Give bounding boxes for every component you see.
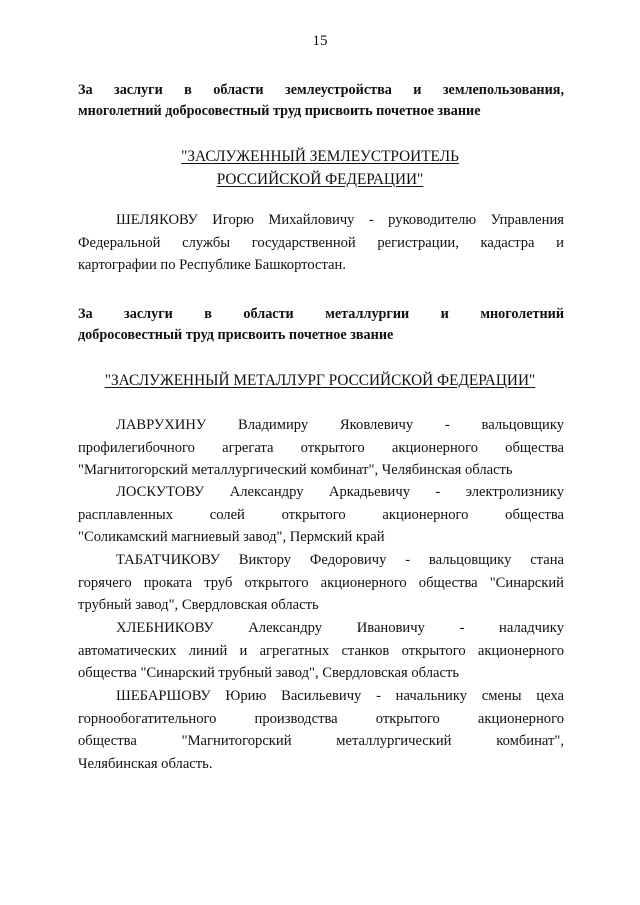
entry-line: Федеральной службы государственной регистрации, кадастра и [78,234,564,251]
title-line: "ЗАСЛУЖЕННЫЙ ЗЕМЛЕУСТРОИТЕЛЬ [181,148,459,165]
nominee-entry [78,481,564,549]
entry-line: горячего проката труб открытого акционерного общества "Синарский [78,574,564,591]
nominee-entry [78,549,564,617]
entry-line: ТАБАТЧИКОВУ Виктору Федоровичу - вальцовщику стана [116,552,564,568]
entry-line: горнообогатительного производства открытого акционерного [78,710,564,727]
title-line: "ЗАСЛУЖЕННЫЙ МЕТАЛЛУРГ РОССИЙСКОЙ ФЕДЕРАЦИИ" [104,372,536,389]
entry-line: трубный завод", Свердловская область [78,597,319,613]
title-line: РОССИЙСКОЙ ФЕДЕРАЦИИ" [216,171,424,188]
page-number: 15 [312,33,328,49]
entry-line: "Соликамский магниевый завод", Пермский край [78,529,385,545]
entry-line: автоматических линий и агрегатных станков открытого акционерного [78,642,564,659]
heading-line: За заслуги в области землеустройства и землепользования, [78,82,564,98]
nominee-entry [78,209,564,277]
entry-line: ШЕБАРШОВУ Юрию Васильевичу - начальнику смены цеха [116,688,564,704]
nominee-entry [78,685,564,775]
award-heading-land [78,80,564,122]
entry-line: общества "Синарский трубный завод", Свердловская область [78,665,459,681]
award-title-metallurgy [60,369,580,392]
entry-line: "Магнитогорский металлургический комбинат", Челябинская область [78,462,513,478]
heading-line: многолетний добросовестный труд присвоить почетное звание [78,103,481,119]
entry-line: ШЕЛЯКОВУ Игорю Михайловичу - руководителю Управления [116,212,564,228]
nominee-entry [78,617,564,685]
entry-line: ЛАВРУХИНУ Владимиру Яковлевичу - вальцовщику [116,417,564,433]
entry-line: ХЛЕБНИКОВУ Александру Ивановичу - наладчику [116,620,564,636]
award-title-land [60,145,580,191]
nominee-entry [78,414,564,482]
entry-line: общества "Магнитогорский металлургический комбинат", [78,733,564,749]
entry-line: картографии по Республике Башкортостан. [78,257,346,273]
entry-line: ЛОСКУТОВУ Александру Аркадьевичу - электролизнику [116,484,564,500]
heading-line: За заслуги в области металлургии и многолетний [78,306,564,322]
entry-line: профилегибочного агрегата открытого акционерного общества [78,439,564,456]
entry-line: Челябинская область. [78,755,213,772]
award-heading-metallurgy [78,304,564,346]
entry-line: расплавленных солей открытого акционерного общества [78,506,564,523]
heading-line: добросовестный труд присвоить почетное звание [78,327,394,343]
